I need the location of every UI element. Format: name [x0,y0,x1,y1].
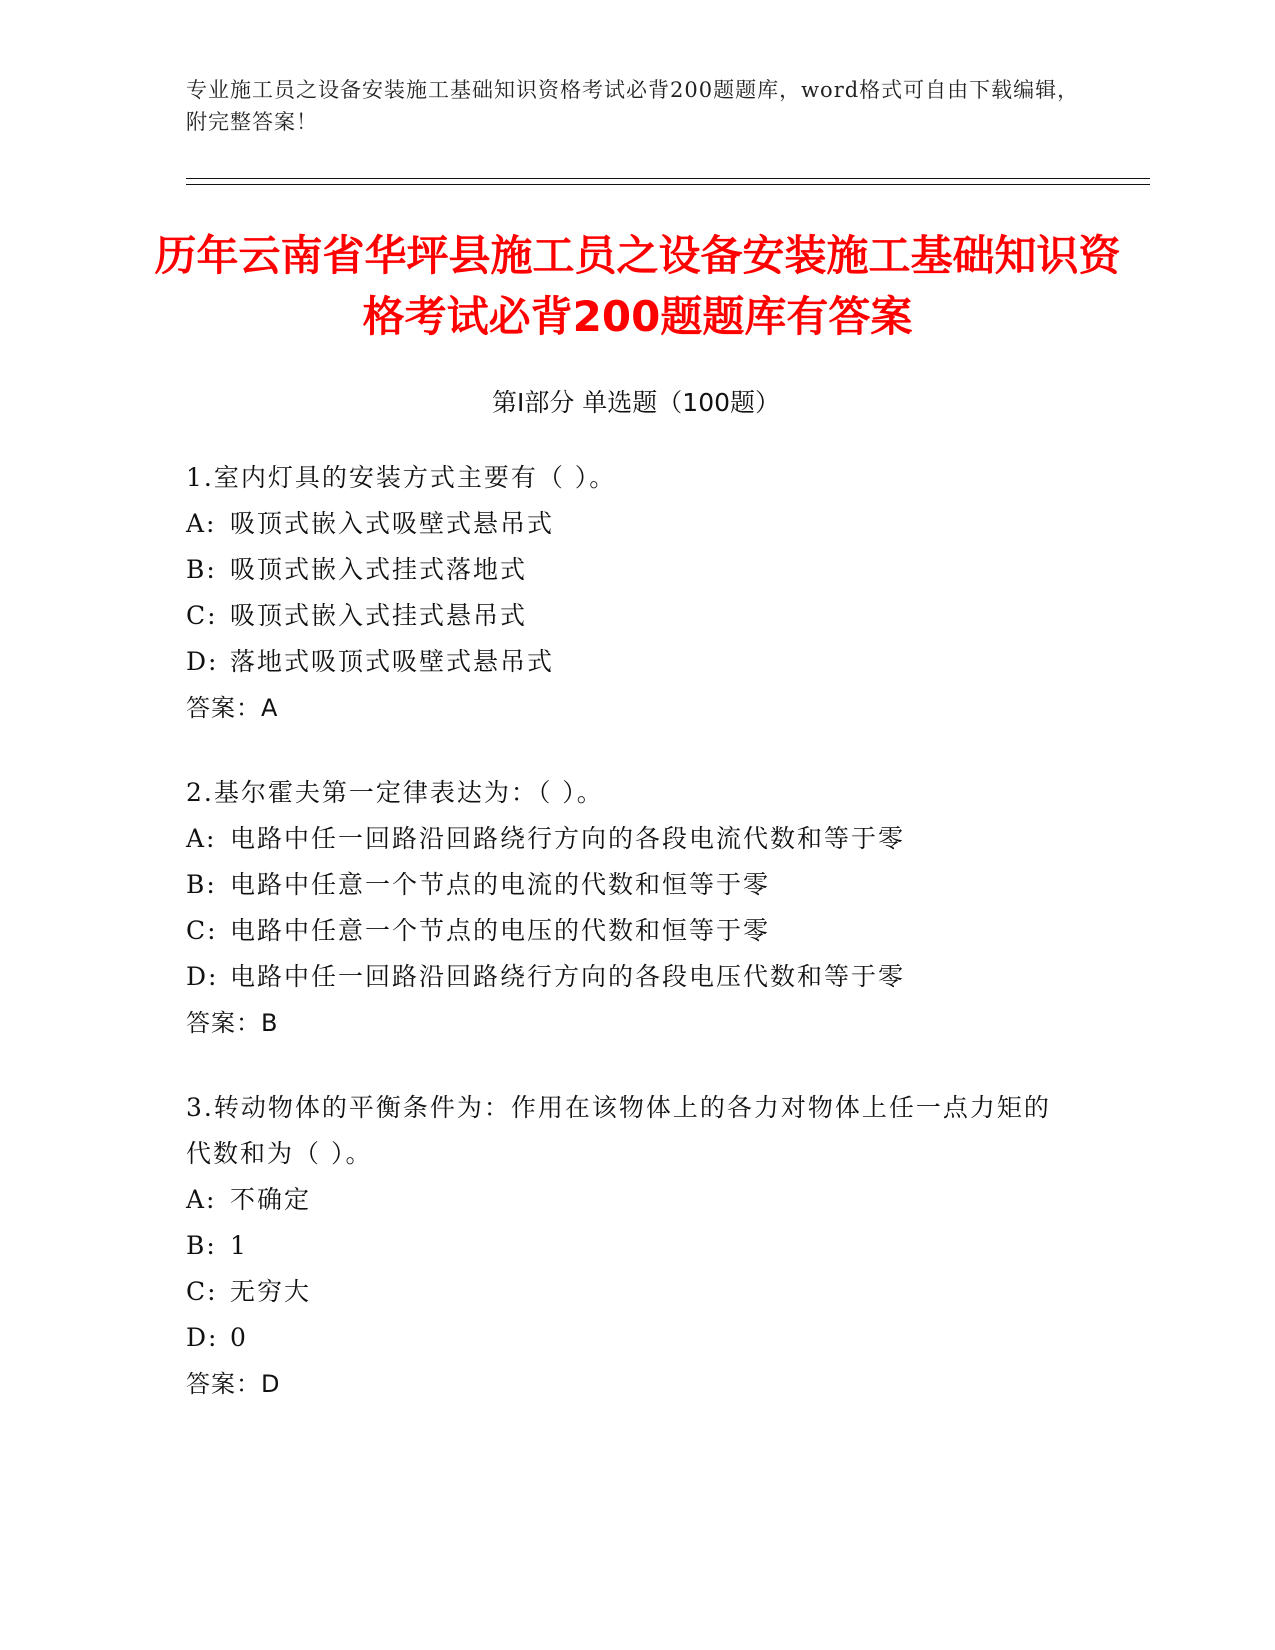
option-b [186,1223,1066,1269]
question-stem: 3.转动物体的平衡条件为：作用在该物体上的各力对物体上任一点力矩的代数和为（ ）。 [186,1093,1051,1168]
option-c [186,593,1066,639]
option-text: 无穷大 [230,1277,312,1306]
header-note: 专业施工员之设备安装施工基础知识资格考试必背200题题库，word格式可自由下载编辑，附完整答案！ [186,78,1080,134]
option-letter: A: [186,824,217,853]
option-a [186,1177,1066,1223]
option-letter: B: [186,870,217,899]
option-d [186,954,1066,1000]
option-d [186,639,1066,685]
option-c [186,908,1066,954]
question-stem: 1.室内灯具的安装方式主要有（ ）。 [186,463,617,492]
option-letter: B: [186,1231,217,1260]
question-3 [186,1085,1066,1407]
option-c [186,1269,1066,1315]
option-d [186,1315,1066,1361]
option-text: 吸顶式嵌入式吸壁式悬吊式 [230,509,555,538]
question-1 [186,455,1066,731]
option-text: 吸顶式嵌入式挂式落地式 [230,555,528,584]
option-text: 0 [230,1323,248,1352]
option-letter: D: [186,962,219,991]
option-text: 电路中任一回路沿回路绕行方向的各段电压代数和等于零 [230,962,906,991]
section-heading: 第I部分 单选题（100题） [491,388,781,417]
option-letter: C: [186,1277,218,1306]
option-letter: A: [186,509,217,538]
option-letter: D: [186,1323,219,1352]
option-text: 不确定 [230,1185,312,1214]
question-2 [186,770,1066,1046]
option-a [186,501,1066,547]
answer-line: 答案：B [186,1009,279,1037]
option-letter: C: [186,601,218,630]
answer-line: 答案：D [186,1370,281,1398]
option-letter: B: [186,555,217,584]
option-b [186,862,1066,908]
option-letter: A: [186,1185,217,1214]
option-text: 电路中任意一个节点的电压的代数和恒等于零 [230,916,771,945]
option-a [186,816,1066,862]
header-divider-bottom [186,184,1150,185]
document-title: 历年云南省华坪县施工员之设备安装施工基础知识资格考试必背200题题库有答案 [154,231,1121,341]
option-text: 吸顶式嵌入式挂式悬吊式 [230,601,528,630]
question-stem: 2.基尔霍夫第一定律表达为：（ ）。 [186,778,604,807]
option-letter: D: [186,647,219,676]
header-divider-top [186,178,1150,179]
option-letter: C: [186,916,218,945]
option-text: 1 [230,1231,248,1260]
answer-line: 答案：A [186,694,279,722]
option-text: 电路中任意一个节点的电流的代数和恒等于零 [230,870,771,899]
option-text: 电路中任一回路沿回路绕行方向的各段电流代数和等于零 [230,824,906,853]
option-text: 落地式吸顶式吸壁式悬吊式 [230,647,555,676]
option-b [186,547,1066,593]
